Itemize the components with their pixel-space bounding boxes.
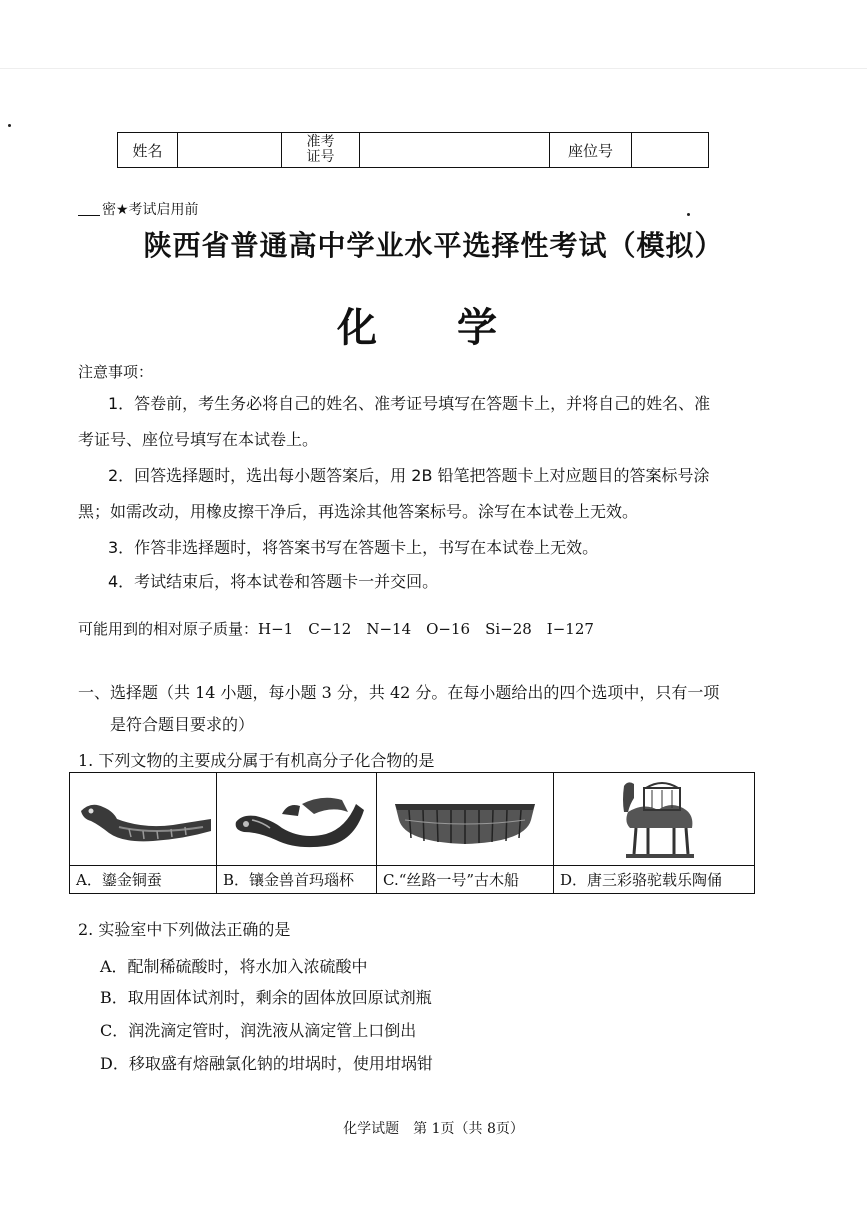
note-2-line-1: 2．回答选择题时，选出每小题答案后，用 2B 铅笔把答题卡上对应题目的答案标号涂 — [108, 466, 710, 485]
secret-blank — [78, 215, 100, 216]
note-4-line: 4．考试结束后，将本试卷和答题卡一并交回。 — [108, 572, 439, 591]
note-item-1 — [78, 386, 754, 458]
note-item-2 — [78, 458, 754, 530]
ancient-wooden-ship-icon — [377, 773, 553, 866]
gilded-bronze-silkworm-icon — [70, 773, 216, 866]
option-d-label: D．唐三彩骆驼载乐陶俑 — [560, 871, 723, 889]
option-c-label: C.“丝路一号”古木船 — [383, 871, 520, 889]
question-2-option-b[interactable]: B．取用固体试剂时，剩余的固体放回原试剂瓶 — [100, 988, 432, 1007]
option-b-cell[interactable] — [217, 773, 377, 893]
section-1-line-1: 一、选择题（共 14 小题，每小题 3 分，共 42 分。在每小题给出的四个选项中，只有一项 — [78, 683, 720, 702]
option-d-cell[interactable] — [554, 773, 754, 893]
scan-speck — [687, 213, 690, 216]
seat-field[interactable] — [632, 133, 708, 167]
secret-mark-text: 密★考试启用前 — [102, 202, 199, 218]
secret-mark — [78, 199, 199, 219]
exam-id-label-line2: 证号 — [306, 149, 335, 165]
note-1-line-2: 考证号、座位号填写在本试卷上。 — [78, 430, 319, 449]
page-footer: 化学试题 第 1页（共 8页） — [343, 1121, 524, 1137]
note-item-4 — [78, 564, 754, 600]
question-1-stem: 1. 下列文物的主要成分属于有机高分子化合物的是 — [78, 751, 435, 770]
option-c-cell[interactable] — [377, 773, 554, 893]
section-1-heading — [78, 677, 758, 741]
exam-id-field[interactable] — [360, 133, 550, 167]
option-a-cell[interactable] — [70, 773, 217, 893]
agate-rhyton-cup-icon — [217, 773, 376, 866]
scan-edge-line — [0, 68, 867, 69]
exam-title: 陕西省普通高中学业水平选择性考试（模拟） — [143, 229, 724, 262]
candidate-info-table — [117, 132, 709, 168]
question-2-option-d[interactable]: D．移取盛有熔融氯化钠的坩埚时，使用坩埚钳 — [100, 1054, 433, 1073]
note-3-line: 3．作答非选择题时，将答案书写在答题卡上，书写在本试卷上无效。 — [108, 538, 599, 557]
atomic-masses-values: H−1 C−12 N−14 O−16 Si−28 I−127 — [258, 620, 594, 638]
exam-id-label — [282, 133, 360, 167]
option-a-label: A．鎏金铜蚕 — [76, 871, 162, 889]
name-field[interactable] — [178, 133, 282, 167]
section-1-line-2: 是符合题目要求的） — [110, 715, 255, 734]
atomic-masses-label: 可能用到的相对原子质量： — [78, 620, 259, 638]
question-2-option-a[interactable]: A．配制稀硫酸时，将水加入浓硫酸中 — [100, 957, 368, 976]
tang-camel-figurine-icon — [554, 773, 754, 866]
name-label: 姓名 — [118, 133, 178, 167]
note-2-line-2: 黑；如需改动，用橡皮擦干净后，再选涂其他答案标号。涂写在本试卷上无效。 — [78, 502, 639, 521]
exam-id-label-line1: 准考 — [306, 134, 335, 150]
scan-speck — [8, 124, 11, 127]
question-1-options-table — [69, 772, 755, 894]
question-2-stem: 2. 实验室中下列做法正确的是 — [78, 920, 291, 939]
notes-heading: 注意事项： — [78, 363, 154, 381]
option-b-label: B．镶金兽首玛瑙杯 — [223, 871, 355, 889]
note-item-3 — [78, 530, 754, 566]
question-2-option-c[interactable]: C．润洗滴定管时，润洗液从滴定管上口倒出 — [100, 1021, 417, 1040]
atomic-masses — [78, 618, 594, 639]
note-1-line-1: 1．答卷前，考生务必将自己的姓名、准考证号填写在答题卡上，并将自己的姓名、准 — [108, 394, 711, 413]
subject-title: 化学 — [337, 305, 577, 351]
seat-label: 座位号 — [550, 133, 632, 167]
